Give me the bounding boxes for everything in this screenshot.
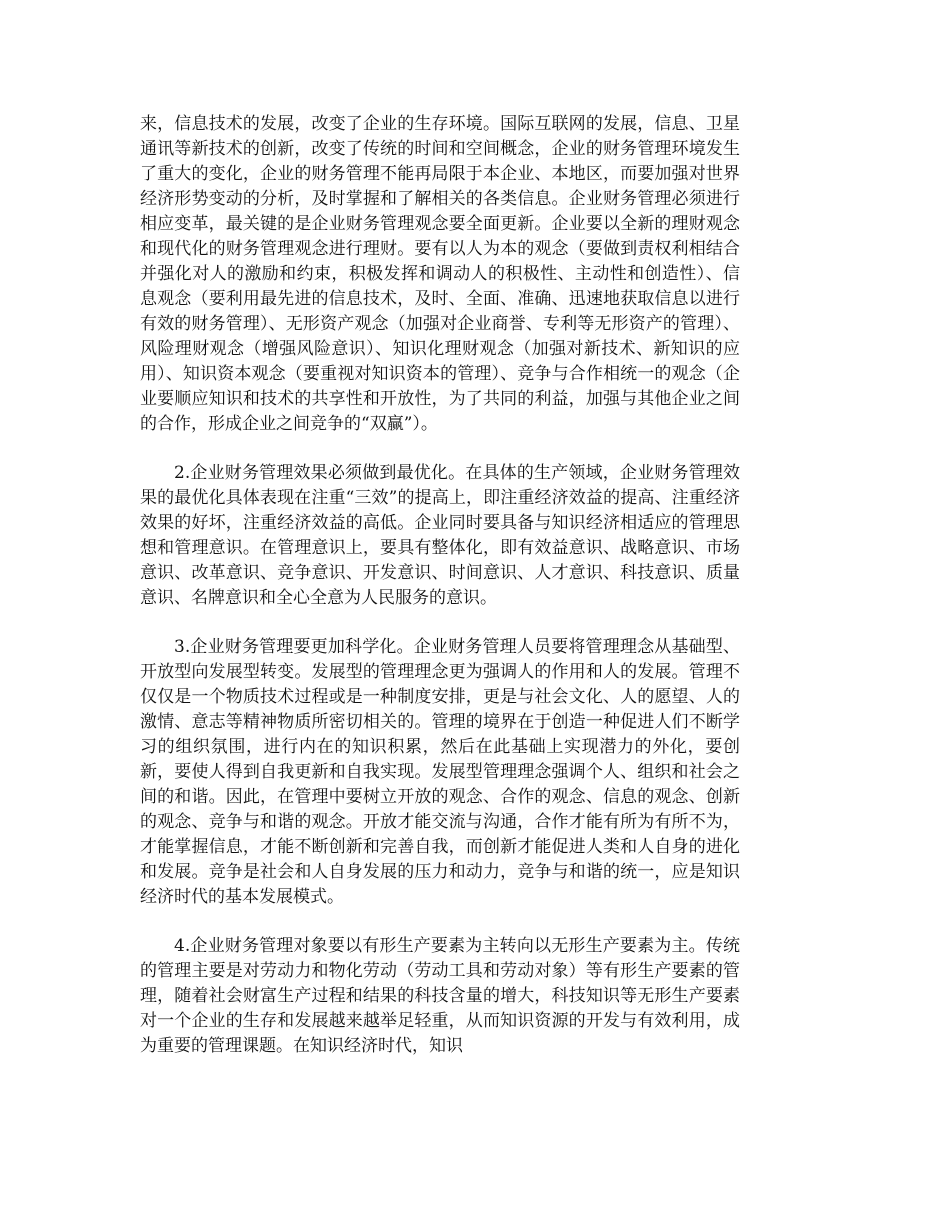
paragraph-3: 3.企业财务管理要更加科学化。企业财务管理人员要将管理理念从基础型、开放型向发展型转变。发展型的管理理念更为强调人的作用和人的发展。管理不仅仅是一个物质技术过程或是一种制度安排，更是与社会文化、人的愿望、人的激情、意志等精神物质所密切相关的。管理的境界在于创造一种促进人们不断学习的组织氛围，进行内在的知识积累，然后在此基础上实现潜力的外化，要创新，要使人得到自我更新和自我实现。发展型管理理念强调个人、组织和社会之间的和谐。因此，在管理中要树立开放的观念、合作的观念、信息的观念、创新的观念、竞争与和谐的观念。开放才能交流与沟通，合作才能有所为有所不为，才能掌握信息，才能不断创新和完善自我，而创新才能促进人类和人自身的进化和发展。竞争是社会和人自身发展的压力和动力，竞争与和谐的统一，应是知识经济时代的基本发展模式。 [140,637,740,907]
paragraph-4: 4.企业财务管理对象要以有形生产要素为主转向以无形生产要素为主。传统的管理主要是对劳动力和物化劳动（劳动工具和劳动对象）等有形生产要素的管理，随着社会财富生产过程和结果的科技含量的增大，科技知识等无形生产要素对一个企业的生存和发展越来越举足轻重，从而知识资源的开发与有效利用，成为重要的管理课题。在知识经济时代，知识 [140,936,740,1056]
paragraph-2: 2.企业财务管理效果必须做到最优化。在具体的生产领域，企业财务管理效果的最优化具体表现在注重“三效”的提高上，即注重经济效益的提高、注重经济效果的好坏，注重经济效益的高低。企业同时要具备与知识经济相适应的管理思想和管理意识。在管理意识上，要具有整体化，即有效益意识、战略意识、市场意识、改革意识、竞争意识、开发意识、时间意识、人才意识、科技意识、质量意识、名牌意识和全心全意为人民服务的意识。 [140,463,740,608]
document-body [140,112,740,1083]
paragraph-1: 来，信息技术的发展，改变了企业的生存环境。国际互联网的发展，信息、卫星通讯等新技术的创新，改变了传统的时间和空间概念，企业的财务管理环境发生了重大的变化，企业的财务管理不能再局限于本企业、本地区，而要加强对世界经济形势变动的分析，及时掌握和了解相关的各类信息。企业财务管理必须进行相应变革，最关键的是企业财务管理观念要全面更新。企业要以全新的理财观念和现代化的财务管理观念进行理财。要有以人为本的观念（要做到责权利相结合并强化对人的激励和约束，积极发挥和调动人的积极性、主动性和创造性）、信息观念（要利用最先进的信息技术，及时、全面、准确、迅速地获取信息以进行有效的财务管理）、无形资产观念（加强对企业商誉、专利等无形资产的管理）、风险理财观念（增强风险意识）、知识化理财观念（加强对新技术、新知识的应用）、知识资本观念（要重视对知识资本的管理）、竞争与合作相统一的观念（企业要顺应知识和技术的共享性和开放性，为了共同的利益，加强与其他企业之间的合作，形成企业之间竞争的“双赢”）。 [140,114,740,434]
